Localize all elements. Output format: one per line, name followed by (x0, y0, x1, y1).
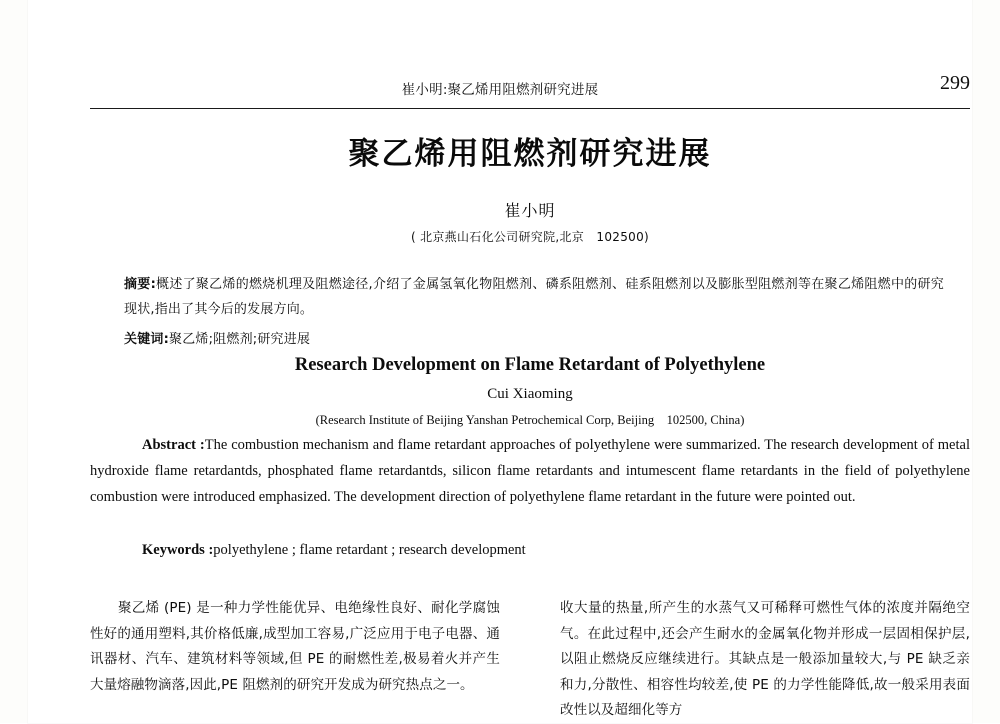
paragraph: 收大量的热量,所产生的水蒸气又可稀释可燃性气体的浓度并隔绝空气。在此过程中,还会产生耐水的金属氧化物并形成一层固相保护层,以阻止燃烧反应继续进行。其缺点是一般添加量较大,与 PE 缺乏亲和力,分散性、相容性均较差,使 PE 的力学性能降低,故一般采用表面改性以及超细化等方 (560, 600, 970, 718)
abstract-chinese-text: 概述了聚乙烯的燃烧机理及阻燃途径,介绍了金属氢氧化物阻燃剂、磷系阻燃剂、硅系阻燃剂以及膨胀型阻燃剂等在聚乙烯阻燃中的研究现状,指出了其今后的发展方向。 (124, 277, 944, 317)
keywords-chinese-text: 聚乙烯;阻燃剂;研究进展 (169, 332, 311, 347)
keywords-english-label: Keywords : (142, 542, 214, 558)
keywords-english (90, 542, 970, 559)
abstract-chinese (124, 272, 944, 322)
running-head (90, 72, 970, 104)
body-column-right (560, 596, 970, 724)
keywords-chinese-label: 关键词: (124, 332, 169, 347)
affiliation-chinese: ( 北京燕山石化公司研究院,北京 102500) (410, 230, 649, 244)
body-columns (90, 596, 970, 723)
keywords-chinese (124, 328, 944, 347)
page-number: 299 (940, 72, 970, 94)
abstract-english (90, 432, 970, 510)
header-divider (90, 108, 970, 109)
body-column-left (90, 596, 500, 698)
abstract-english-label: Abstract : (142, 437, 205, 453)
page-title: 聚乙烯用阻燃剂研究进展 (348, 136, 712, 172)
author-chinese: 崔小明 (504, 201, 556, 220)
paper-sheet (28, 0, 972, 723)
paragraph: 聚乙烯 (PE) 是一种力学性能优异、电绝缘性良好、耐化学腐蚀性好的通用塑料,其价格低廉,成型加工容易,广泛应用于电子电器、通讯器材、汽车、建筑材料等领域,但 PE 的耐燃性差,极易着火并产生大量熔融物滴落,因此,PE 阻燃剂的研究开发成为研究热点之一。 (90, 600, 500, 693)
title-english: Research Development on Flame Retardant of Polyethylene (294, 355, 766, 375)
running-head-title: 崔小明:聚乙烯用阻燃剂研究进展 (401, 82, 599, 98)
abstract-english-text: The combustion mechanism and flame retardant approaches of polyethylene were summarized. The research development of metal hydroxide flame retardantds, phosphated flame retardantds, silicon flame retardants and intumescent flame retardants in the field of polyethylene combustion were introduced emphasized. The development direction of polyethylene flame retardant in the future were pointed out. (90, 437, 970, 505)
abstract-chinese-label: 摘要: (124, 277, 156, 292)
affiliation-english: (Research Institute of Beijing Yanshan Petrochemical Corp, Beijing 102500, China) (315, 413, 745, 427)
author-english: Cui Xiaoming (487, 386, 573, 402)
keywords-english-text: polyethylene ; flame retardant ; research development (213, 542, 526, 558)
